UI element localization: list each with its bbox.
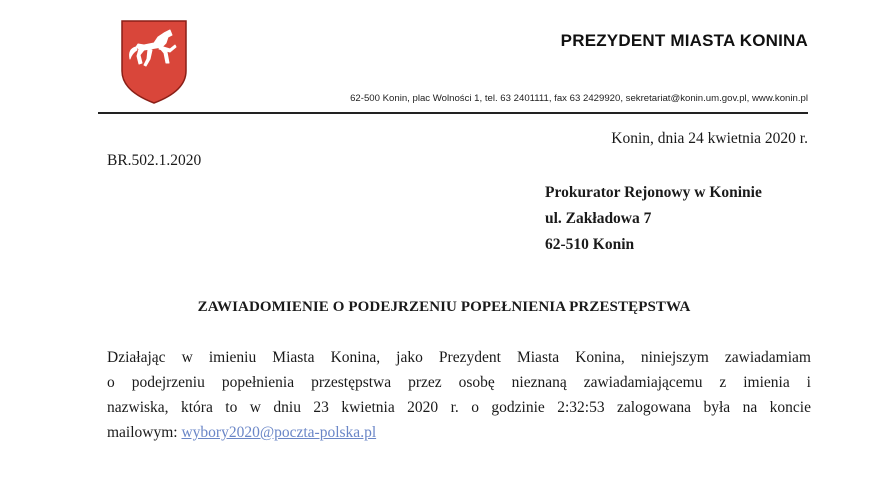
body-line-1: Działając w imieniu Miasta Konina, jako Prezydent Miasta Konina, niniejszym zawiadamiam	[107, 349, 811, 366]
header-divider	[98, 112, 808, 114]
contact-line: 62-500 Konin, plac Wolności 1, tel. 63 2401111, fax 63 2429920, sekretariat@konin.um.gov.pl, www.konin.pl	[350, 93, 808, 104]
org-title: PREZYDENT MIASTA KONINA	[560, 31, 808, 50]
recipient-city: 62-510 Konin	[545, 236, 635, 253]
recipient-address	[545, 180, 762, 258]
letter-body	[107, 345, 811, 445]
place-date: Konin, dnia 24 kwietnia 2020 r.	[611, 130, 808, 147]
reference-number: BR.502.1.2020	[107, 152, 202, 169]
email-link[interactable]: wybory2020@poczta-polska.pl	[181, 424, 377, 441]
recipient-street: ul. Zakładowa 7	[545, 210, 652, 227]
body-line-4-prefix: mailowym:	[107, 424, 182, 441]
city-crest-logo	[120, 19, 188, 105]
crest-shield	[122, 21, 186, 103]
body-line-4	[107, 420, 811, 445]
body-line-3: nazwiska, która to w dniu 23 kwietnia 2020 r. o godzinie 2:32:53 zalogowana była na koncie	[107, 399, 811, 416]
recipient-name: Prokurator Rejonowy w Koninie	[545, 184, 762, 201]
document-title: ZAWIADOMIENIE O PODEJRZENIU POPEŁNIENIA PRZESTĘPSTWA	[197, 299, 691, 315]
body-line-2: o podejrzeniu popełnienia przestępstwa przez osobę nieznaną zawiadamiającemu z imienia i	[107, 374, 811, 391]
